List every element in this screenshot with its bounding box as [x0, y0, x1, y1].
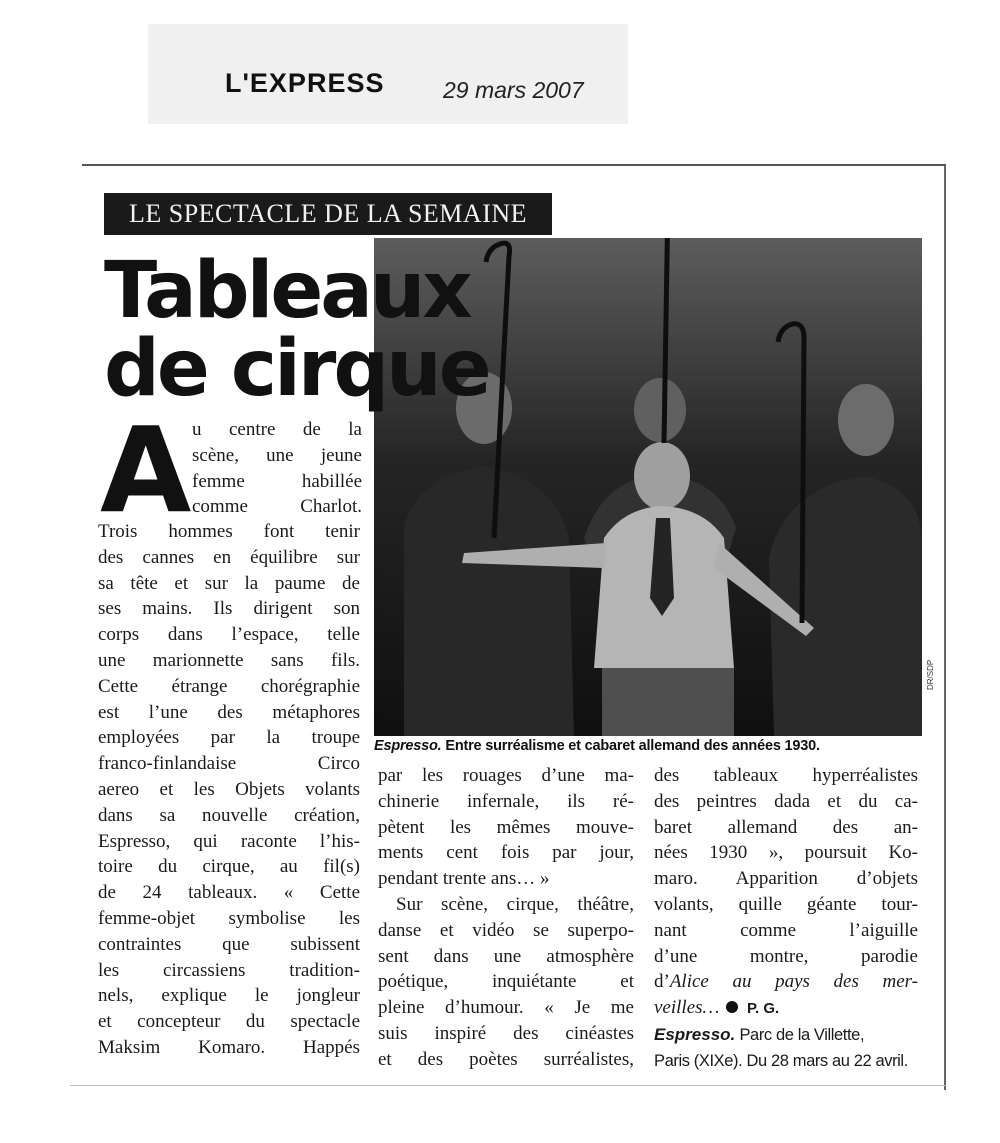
text-line: pètent les mêmes mouve-: [378, 816, 634, 838]
text-line: employées par la troupe: [98, 727, 360, 749]
text-line: dans sa nouvelle création,: [98, 804, 360, 826]
text-line: nées 1930 », poursuit Ko-: [654, 842, 918, 864]
text-line: comme Charlot.: [192, 496, 362, 518]
end-bullet-icon: [726, 1001, 738, 1013]
headline: [104, 246, 489, 414]
text-line: scène, une jeune: [192, 444, 362, 466]
text-line: des peintres dada et du ca-: [654, 790, 918, 812]
text-line: [654, 995, 918, 1022]
text-line: nant comme l’aiguille: [654, 919, 918, 941]
scan-shading: [148, 24, 628, 124]
text-line: franco-finlandaise Circo: [98, 753, 360, 775]
text-line: est l’une des métaphores: [98, 701, 360, 723]
text-line: femme habillée: [192, 470, 362, 492]
publication-name: L'EXPRESS: [225, 68, 385, 98]
article-column-1: [98, 519, 360, 1061]
text-line: pleine d’humour. « Je me: [378, 997, 634, 1019]
info-title: Espresso.: [654, 1024, 736, 1044]
text-line: volants, quille géante tour-: [654, 893, 918, 915]
text-line: de 24 tableaux. « Cette: [98, 882, 360, 904]
publication-date: 29 mars 2007: [443, 77, 584, 103]
text-line: des cannes en équilibre sur: [98, 546, 360, 568]
text-line: Sur scène, cirque, théâtre,: [396, 893, 634, 915]
text-line: poétique, inquiétante et: [378, 971, 634, 993]
text-line: contraintes que subissent: [98, 933, 360, 955]
info-line-1: [654, 1022, 918, 1049]
text-line: u centre de la: [192, 419, 362, 440]
headline-line-1: Tableaux: [104, 246, 470, 336]
text-line: corps dans l’espace, telle: [98, 624, 360, 646]
section-banner: LE SPECTACLE DE LA SEMAINE: [104, 193, 552, 235]
text-line: Trois hommes font tenir: [98, 521, 360, 542]
text-line: femme-objet symbolise les: [98, 907, 360, 929]
book-title-end: veilles…: [654, 997, 720, 1019]
text-line: Espresso, qui raconte l’his-: [98, 830, 360, 852]
text-line: Cette étrange chorégraphie: [98, 675, 360, 697]
photo-credit: DR/SDP: [926, 659, 935, 690]
photo-caption: [374, 738, 820, 754]
text-line: suis inspiré des cinéastes: [378, 1022, 634, 1044]
text-line: ments cent fois par jour,: [378, 842, 634, 864]
text-line: ses mains. Ils dirigent son: [98, 598, 360, 620]
info-dates: Paris (XIXe). Du 28 mars au 22 avril.: [654, 1051, 908, 1070]
article-column-2: [378, 763, 634, 1073]
text-line: et concepteur du spectacle: [98, 1011, 360, 1033]
text-fragment: d’: [654, 971, 670, 993]
caption-text: Entre surréalisme et cabaret allemand des années 1930.: [441, 738, 820, 754]
info-venue: Parc de la Villette,: [735, 1025, 865, 1044]
text-line: pendant trente ans… »: [378, 868, 550, 890]
text-line: chinerie infernale, ils ré-: [378, 790, 634, 812]
book-title: Alice au pays des mer-: [669, 971, 918, 993]
article-column-3: [654, 763, 918, 1075]
text-line: par les rouages d’une ma-: [378, 765, 634, 786]
text-line: et des poètes surréalistes,: [378, 1048, 634, 1070]
text-line: nels, explique le jongleur: [98, 985, 360, 1007]
text-line: sa tête et sur la paume de: [98, 572, 360, 594]
text-line: des tableaux hyperréalistes: [654, 765, 918, 786]
text-line: toire du cirque, au fil(s): [98, 856, 360, 878]
frame-rule-bottom: [70, 1085, 946, 1086]
author-signature: P. G.: [746, 1000, 780, 1018]
text-line: maro. Apparition d’objets: [654, 868, 918, 890]
text-line: [654, 969, 918, 995]
text-line: une marionnette sans fils.: [98, 649, 360, 671]
headline-line-2: de cirque: [104, 324, 489, 414]
frame-rule-top: [82, 164, 946, 166]
frame-rule-right: [944, 166, 946, 1090]
text-line: baret allemand des an-: [654, 816, 918, 838]
text-line: danse et vidéo se superpo-: [378, 919, 634, 941]
text-line: aereo et les Objets volants: [98, 778, 360, 800]
caption-title: Espresso.: [374, 738, 442, 754]
text-line: d’une montre, parodie: [654, 945, 918, 967]
text-line: les circassiens tradition-: [98, 959, 360, 981]
drop-cap: A: [100, 401, 192, 539]
text-line: sent dans une atmosphère: [378, 945, 634, 967]
article-column-1-top: [192, 417, 362, 520]
text-line: Maksim Komaro. Happés: [98, 1036, 360, 1058]
